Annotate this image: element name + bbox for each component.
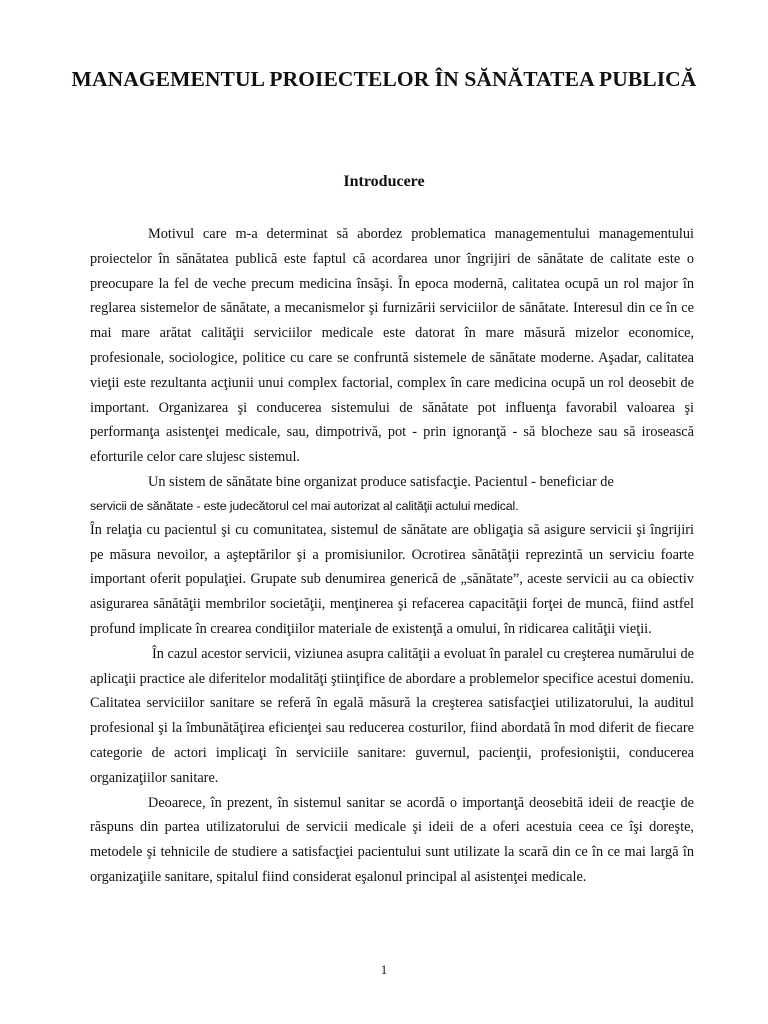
paragraph: Deoarece, în prezent, în sistemul sanitar se acordă o importanţă deosebită ideii de reacţie de răspuns din partea utilizatorului de servicii medicale şi ideii de a oferi acestuia ceea ce îşi doreşte, metodele şi tehnicile de studiere a satisfacţiei pacientului sunt utilizate la scară din ce în ce mai largă în organizaţiile sanitare, spitalul fiind considerat eşalonul principal al asistenţei medicale. [90, 794, 694, 885]
paragraph: servicii de sănătate - este judecătorul cel mai autorizat al calităţii actului medical. [90, 498, 519, 513]
paragraph: În relaţia cu pacientul şi cu comunitatea, sistemul de sănătate are obligaţia să asigure servicii şi îngrijiri pe măsura nevoilor, a aşteptărilor şi a promisiunilor. Ocrotirea sănătăţii reprezintă un serviciu foarte important oferit populaţiei. Grupate sub denumirea generică de „sănătate”, aceste servicii au ca obiectiv asigurarea sănătăţii membrilor societăţii, menţinerea şi refacerea capacităţii forţei de muncă, fiind astfel profund implicate în crearea condiţiilor materiale de existenţă a omului, în ridicarea calităţii vieţii. [90, 521, 694, 637]
paragraph: Un sistem de sănătate bine organizat produce satisfacţie. Pacientul - beneficiar de [148, 473, 614, 490]
paragraph: În cazul acestor servicii, viziunea asupra calităţii a evoluat în paralel cu creşterea numărului de aplicaţii practice ale diferitelor modalităţi ştiinţifice de abordare a problemelor specifice acestui domeniu. Calitatea serviciilor sanitare se referă în egală măsură la creşterea satisfacţiei utilizatorului, la auditul profesional şi la îmbunătăţirea eficienţei sau reducerea costurilor, fiind abordată în mod diferit de fiecare categorie de actori implicaţi în serviciile sanitare: guvernul, pacienţii, profesioniştii, conducerea organizaţiilor sanitare. [90, 645, 694, 786]
section-heading: Introducere [343, 173, 425, 190]
paragraph: Motivul care m-a determinat să abordez problematica managementului managementului proiectelor în sănătatea publică este faptul că acordarea unor îngrijiri de sănătate de calitate este o preocupare la fel de veche precum medicina însăşi. În epoca modernă, calitatea ocupă un rol major în reglarea sistemelor de sănătate, a mecanismelor şi furnizării serviciilor de sănătate. Interesul din ce în ce mai mare arătat calităţii serviciilor medicale este datorat în mare măsură mizelor economice, profesionale, sociologice, politice cu care se confruntă sistemele de sănătate moderne. Aşadar, calitatea vieţii este rezultanta acţiunii unui complex factorial, complex în care medicina ocupă un rol deosebit de important. Organizarea şi conducerea sistemului de sănătate pot influenţa favorabil valoarea şi performanţa asistenţei medicale, sau, dimpotrivă, pot - prin ignoranţă - să blocheze sau să irosească eforturile celor care slujesc sistemul. [90, 226, 694, 466]
document-title: MANAGEMENTUL PROIECTELOR ÎN SĂNĂTATEA PUBLICĂ [71, 67, 697, 91]
page-number: 1 [380, 962, 388, 977]
document-body [90, 222, 694, 890]
